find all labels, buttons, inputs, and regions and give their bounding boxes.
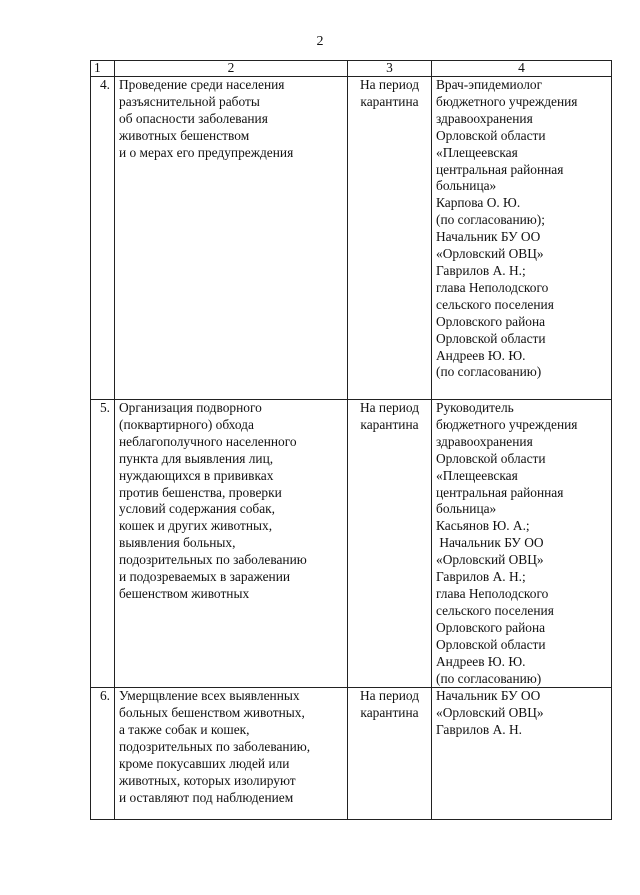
measures-table [90, 60, 612, 820]
row-action [115, 688, 348, 820]
text-line: больница» [436, 501, 497, 517]
text-line: Начальник БУ ОО [436, 688, 541, 704]
text-line: «Плещеевская [436, 144, 518, 160]
text-line: Начальник БУ ОО [436, 229, 541, 245]
text-line: и подозреваемых в заражении [119, 569, 291, 585]
text-line: «Плещеевская [436, 467, 518, 483]
text-line: Орловского района [436, 313, 546, 329]
text-line: сельского поселения [436, 602, 554, 618]
row-number: 6. [91, 688, 115, 820]
row-term [348, 77, 432, 400]
text-line: бюджетного учреждения [436, 416, 578, 432]
text-line: (поквартирного) обхода [119, 416, 254, 432]
text-line: животных, которых изолируют [119, 772, 296, 788]
header-col-4: 4 [432, 61, 612, 77]
text-line: нуждающихся в прививках [119, 467, 274, 483]
text-line: Умерщвление всех выявленных [119, 688, 300, 704]
table-row [91, 400, 612, 688]
text-line: условий содержания собак, [119, 501, 276, 517]
row-action [115, 400, 348, 688]
text-line: больница» [436, 178, 497, 194]
text-line: Орловской области [436, 636, 546, 652]
page-number: 2 [316, 34, 324, 49]
text-line: Андреев Ю. Ю. [436, 347, 526, 363]
text-line: (по согласованию); [436, 212, 545, 228]
header-col-3: 3 [348, 61, 432, 77]
text-line: «Орловский ОВЦ» [436, 246, 544, 262]
text-line: На период [359, 400, 420, 415]
text-line: Карпова О. Ю. [436, 195, 521, 211]
text-line: об опасности заболевания [119, 110, 268, 126]
text-line: а также собак и кошек, [119, 722, 250, 738]
text-line: бешенством животных [119, 585, 250, 601]
text-line: Руководитель [436, 400, 514, 415]
text-line: и оставляют под наблюдением [119, 789, 294, 805]
text-line: глава Неполодского [436, 585, 549, 601]
text-line: животных бешенством [119, 127, 250, 143]
row-responsible [432, 400, 612, 688]
text-line: больных бешенством животных, [119, 705, 305, 721]
text-line: Врач-эпидемиолог [436, 77, 543, 92]
text-line: Организация подворного [119, 400, 262, 415]
row-number: 5. [91, 400, 115, 688]
text-line: разъяснительной работы [119, 93, 260, 109]
row-term [348, 688, 432, 820]
text-line: На период [359, 77, 420, 92]
text-line: здравоохранения [436, 110, 533, 126]
text-line: Проведение среди населения [119, 77, 285, 92]
row-responsible [432, 77, 612, 400]
text-line: (по согласованию) [436, 670, 542, 686]
text-line: и о мерах его предупреждения [119, 144, 294, 160]
text-line: кроме покусавших людей или [119, 756, 290, 772]
text-line: Начальник БУ ОО [436, 535, 544, 551]
text-line: здравоохранения [436, 433, 533, 449]
header-col-1: 1 [91, 61, 115, 77]
text-line: глава Неполодского [436, 279, 549, 295]
text-line: Гаврилов А. Н. [436, 722, 522, 738]
text-line: подозрительных по заболеванию, [119, 739, 311, 755]
table-header-row [91, 61, 612, 77]
text-line: карантина [360, 416, 419, 432]
text-line: сельского поселения [436, 296, 554, 312]
text-line: Гаврилов А. Н.; [436, 569, 526, 585]
text-line: центральная районная [436, 161, 564, 177]
text-line: Орловской области [436, 127, 546, 143]
row-term [348, 400, 432, 688]
text-line: Гаврилов А. Н.; [436, 262, 526, 278]
text-line: «Орловский ОВЦ» [436, 705, 544, 721]
text-line: карантина [360, 93, 419, 109]
text-line: На период [359, 688, 420, 704]
row-action [115, 77, 348, 400]
text-line: Андреев Ю. Ю. [436, 653, 526, 669]
row-number: 4. [91, 77, 115, 400]
text-line: (по согласованию) [436, 364, 542, 380]
text-line: «Орловский ОВЦ» [436, 552, 544, 568]
text-line: подозрительных по заболеванию [119, 552, 307, 568]
text-line: против бешенства, проверки [119, 484, 282, 500]
text-line: Орловской области [436, 450, 546, 466]
text-line: Орловской области [436, 330, 546, 346]
table-row [91, 77, 612, 400]
text-line: карантина [360, 705, 419, 721]
text-line: бюджетного учреждения [436, 93, 578, 109]
text-line: неблагополучного населенного [119, 433, 297, 449]
text-line: центральная районная [436, 484, 564, 500]
text-line: Орловского района [436, 619, 546, 635]
text-line: кошек и других животных, [119, 518, 273, 534]
text-line: Касьянов Ю. А.; [436, 518, 530, 534]
row-responsible [432, 688, 612, 820]
text-line: пункта для выявления лиц, [119, 450, 274, 466]
header-col-2: 2 [115, 61, 348, 77]
text-line: выявления больных, [119, 535, 236, 551]
table-row [91, 688, 612, 820]
